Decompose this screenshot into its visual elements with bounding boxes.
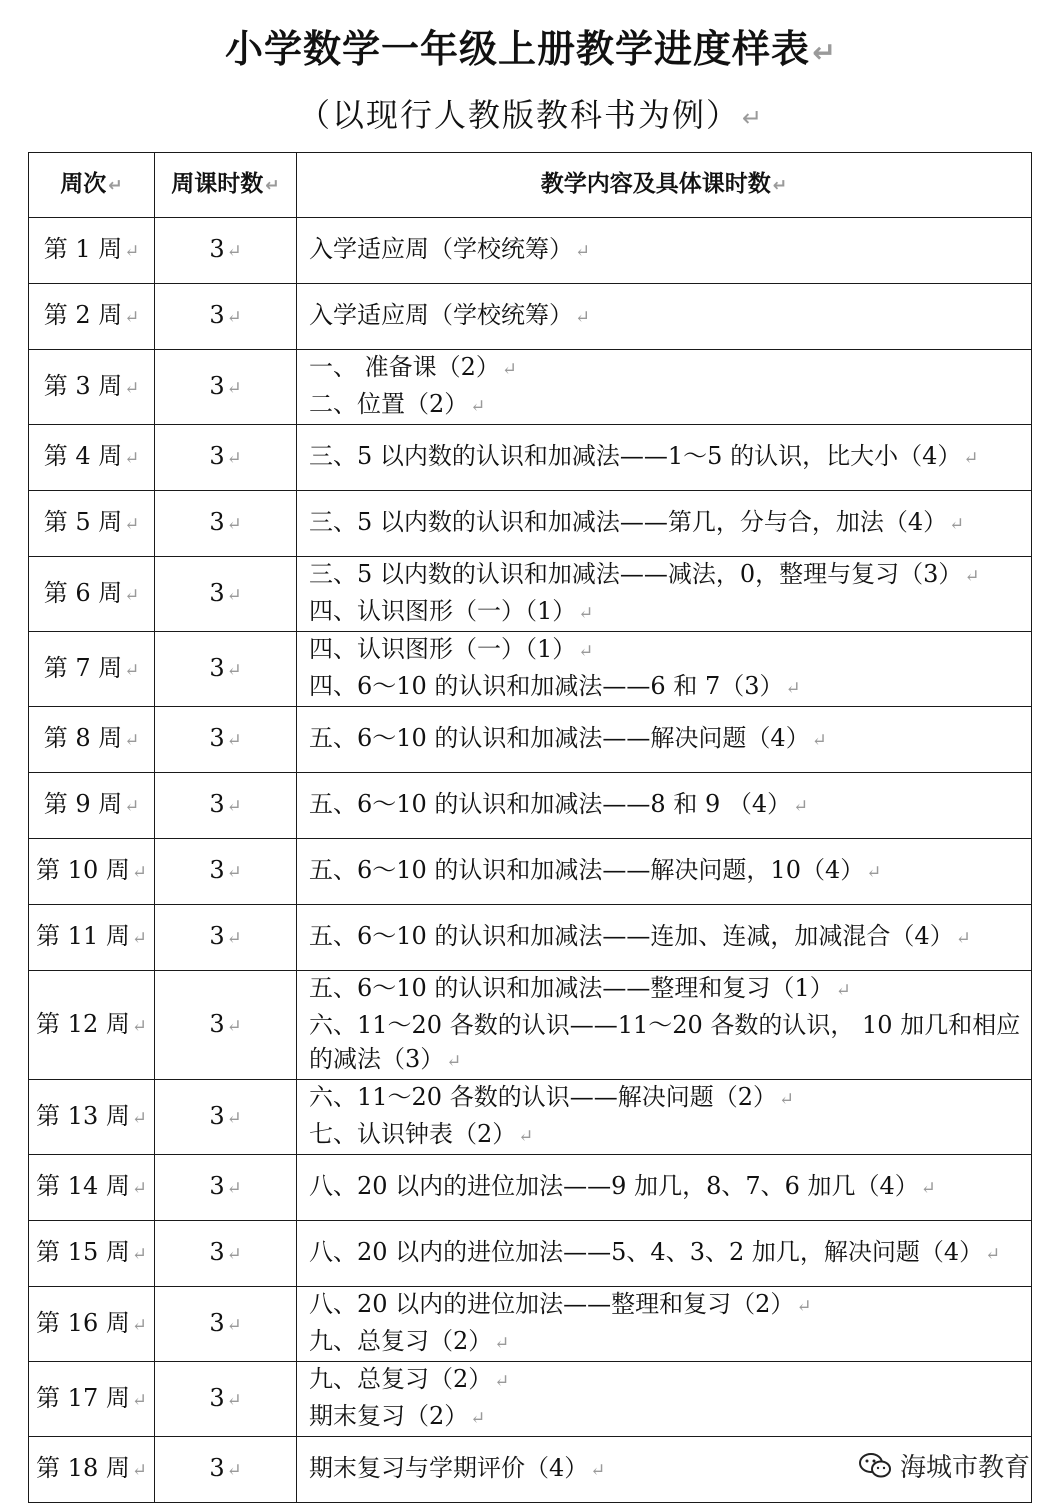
- table-row: [29, 284, 1032, 350]
- week-cell: 第 15 周 ↵: [29, 1221, 155, 1287]
- week-cell: 第 6 周 ↵: [29, 557, 155, 632]
- week-cell: 第 9 周 ↵: [29, 773, 155, 839]
- hours-cell: 3 ↵: [155, 773, 297, 839]
- content-line: 三、5 以内数的认识和加减法——第几，分与合，加法（4） ↵: [309, 508, 965, 536]
- content-line: 五、6～10 的认识和加减法——8 和 9 （4） ↵: [309, 790, 809, 818]
- header-weekly-hours: 周课时数 ↵: [155, 153, 297, 218]
- hours-cell: 3 ↵: [155, 1437, 297, 1503]
- hours-cell: 3 ↵: [155, 284, 297, 350]
- content-line: 期末复习与学期评价（4） ↵: [309, 1454, 606, 1482]
- hours-cell: 3 ↵: [155, 905, 297, 971]
- content-line: 八、20 以内的进位加法——5、4、3、2 加几，解决问题（4） ↵: [309, 1238, 1001, 1266]
- content-line: 五、6～10 的认识和加减法——整理和复习（1） ↵: [309, 974, 851, 1002]
- content-cell: [297, 905, 1032, 971]
- content-line: 九、总复习（2） ↵: [309, 1365, 510, 1393]
- content-line: 一、 准备课（2） ↵: [309, 353, 517, 381]
- content-line: 九、总复习（2） ↵: [309, 1327, 510, 1355]
- content-cell: [297, 707, 1032, 773]
- watermark-text: 海城市教育: [899, 1453, 1030, 1483]
- content-cell: [297, 557, 1032, 632]
- table-row: [29, 839, 1032, 905]
- content-line: 五、6～10 的认识和加减法——解决问题（4） ↵: [309, 724, 827, 752]
- hours-cell: 3 ↵: [155, 1080, 297, 1155]
- content-line: 二、位置（2） ↵: [309, 390, 486, 418]
- content-cell: [297, 773, 1032, 839]
- content-cell: [297, 1221, 1032, 1287]
- week-cell: 第 11 周 ↵: [29, 905, 155, 971]
- table-row: [29, 707, 1032, 773]
- paragraph-mark: ↵: [812, 36, 837, 69]
- hours-cell: 3 ↵: [155, 491, 297, 557]
- week-cell: 第 13 周 ↵: [29, 1080, 155, 1155]
- paragraph-mark: ↵: [741, 104, 765, 132]
- week-cell: 第 7 周 ↵: [29, 632, 155, 707]
- table-row: [29, 1287, 1032, 1362]
- content-line: 八、20 以内的进位加法——9 加几，8、7、6 加几（4） ↵: [309, 1172, 936, 1200]
- table-row: [29, 350, 1032, 425]
- wechat-icon: [858, 1451, 892, 1481]
- hours-cell: 3 ↵: [155, 350, 297, 425]
- page-subtitle: [0, 90, 1062, 136]
- content-line: 四、认识图形（一）（1） ↵: [309, 635, 594, 663]
- content-cell: [297, 632, 1032, 707]
- week-cell: 第 12 周 ↵: [29, 971, 155, 1080]
- content-line: 六、11～20 各数的认识——11～20 各数的认识， 10 加几和相应的减法（3） ↵: [309, 1011, 1021, 1073]
- table-row: [29, 1221, 1032, 1287]
- hours-cell: 3 ↵: [155, 425, 297, 491]
- content-line: 六、11～20 各数的认识——解决问题（2） ↵: [309, 1083, 795, 1111]
- content-cell: [297, 971, 1032, 1080]
- week-cell: 第 18 周 ↵: [29, 1437, 155, 1503]
- table-header-row: [29, 153, 1032, 218]
- week-cell: 第 2 周 ↵: [29, 284, 155, 350]
- week-cell: 第 16 周 ↵: [29, 1287, 155, 1362]
- table-row: [29, 773, 1032, 839]
- hours-cell: 3 ↵: [155, 707, 297, 773]
- content-cell: [297, 218, 1032, 284]
- hours-cell: 3 ↵: [155, 1221, 297, 1287]
- content-cell: [297, 1362, 1032, 1437]
- week-cell: 第 14 周 ↵: [29, 1155, 155, 1221]
- content-line: 七、认识钟表（2） ↵: [309, 1120, 534, 1148]
- content-cell: [297, 1287, 1032, 1362]
- content-line: 三、5 以内数的认识和加减法——减法，0，整理与复习（3） ↵: [309, 560, 980, 588]
- content-line: 期末复习（2） ↵: [309, 1402, 486, 1430]
- table-row: [29, 632, 1032, 707]
- table-row: [29, 425, 1032, 491]
- week-cell: 第 10 周 ↵: [29, 839, 155, 905]
- hours-cell: 3 ↵: [155, 839, 297, 905]
- content-cell: [297, 284, 1032, 350]
- week-cell: 第 5 周 ↵: [29, 491, 155, 557]
- content-cell: [297, 1155, 1032, 1221]
- week-cell: 第 3 周 ↵: [29, 350, 155, 425]
- table-row: [29, 1155, 1032, 1221]
- schedule-table: [28, 152, 1032, 1503]
- schedule-body: [29, 218, 1032, 1503]
- content-line: 四、6～10 的认识和加减法——6 和 7（3） ↵: [309, 672, 801, 700]
- hours-cell: 3 ↵: [155, 218, 297, 284]
- table-row: [29, 491, 1032, 557]
- table-row: [29, 218, 1032, 284]
- subtitle-text: （以现行人教版教科书为例）: [297, 96, 740, 134]
- hours-cell: 3 ↵: [155, 1362, 297, 1437]
- page-title: [0, 18, 1062, 73]
- content-line: 八、20 以内的进位加法——整理和复习（2） ↵: [309, 1290, 812, 1318]
- content-cell: [297, 425, 1032, 491]
- content-line: 入学适应周（学校统筹） ↵: [309, 235, 591, 263]
- table-row: [29, 971, 1032, 1080]
- week-cell: 第 8 周 ↵: [29, 707, 155, 773]
- table-row: [29, 1080, 1032, 1155]
- watermark: [858, 1447, 1030, 1484]
- week-cell: 第 4 周 ↵: [29, 425, 155, 491]
- hours-cell: 3 ↵: [155, 1155, 297, 1221]
- content-cell: [297, 350, 1032, 425]
- hours-cell: 3 ↵: [155, 971, 297, 1080]
- header-week: 周次 ↵: [29, 153, 155, 218]
- table-row: [29, 1362, 1032, 1437]
- content-cell: [297, 839, 1032, 905]
- content-line: 五、6～10 的认识和加减法——连加、连减，加减混合（4） ↵: [309, 922, 971, 950]
- content-line: 四、认识图形（一）（1） ↵: [309, 597, 594, 625]
- hours-cell: 3 ↵: [155, 1287, 297, 1362]
- week-cell: 第 17 周 ↵: [29, 1362, 155, 1437]
- week-cell: 第 1 周 ↵: [29, 218, 155, 284]
- hours-cell: 3 ↵: [155, 632, 297, 707]
- title-text: 小学数学一年级上册教学进度样表: [225, 27, 811, 71]
- content-cell: [297, 1080, 1032, 1155]
- content-line: 三、5 以内数的认识和加减法——1～5 的认识，比大小（4） ↵: [309, 442, 979, 470]
- content-line: 入学适应周（学校统筹） ↵: [309, 301, 591, 329]
- table-row: [29, 557, 1032, 632]
- content-cell: [297, 491, 1032, 557]
- table-row: [29, 905, 1032, 971]
- content-line: 五、6～10 的认识和加减法——解决问题，10（4） ↵: [309, 856, 882, 884]
- header-content: 教学内容及具体课时数 ↵: [297, 153, 1032, 218]
- hours-cell: 3 ↵: [155, 557, 297, 632]
